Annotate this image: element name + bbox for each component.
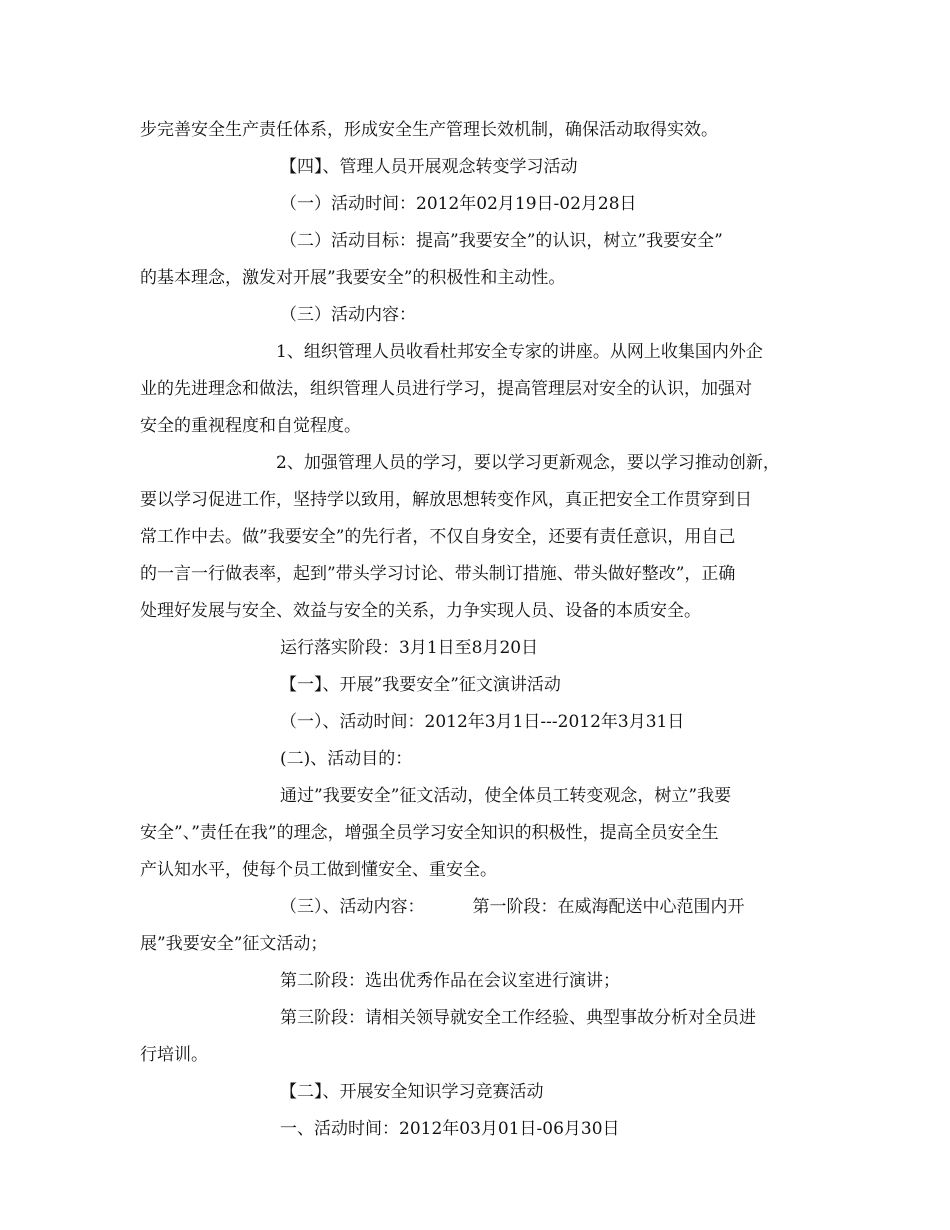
paragraph-line: （三）活动内容： (280, 305, 416, 325)
paragraph-line: 安全”、”责任在我”的理念，增强全员学习安全知识的积极性，提高全员安全生 (140, 823, 719, 843)
paragraph-line: （一）活动时间：2012年02月19日-02月28日 (280, 194, 637, 214)
paragraph-line: 运行落实阶段：3月1日至8月20日 (280, 638, 539, 658)
activity-content-label: （三）、活动内容： (280, 897, 425, 917)
paragraph-line: 安全的重视程度和自觉程度。 (140, 416, 361, 436)
paragraph-line: 行培训。 (140, 1045, 208, 1065)
paragraph-line: 业的先进理念和做法，组织管理人员进行学习，提高管理层对安全的认识，加强对 (140, 379, 752, 399)
section-heading: 【四】、管理人员开展观念转变学习活动 (280, 157, 578, 177)
section-heading: 【一】、开展”我要安全”征文演讲活动 (280, 675, 561, 695)
section-heading: 【二】、开展安全知识学习竞赛活动 (280, 1082, 544, 1102)
paragraph-line: 1、组织管理人员收看杜邦安全专家的讲座。从网上收集国内外企 (276, 342, 763, 362)
paragraph-line: 产认知水平，使每个员工做到懂安全、重安全。 (140, 860, 497, 880)
paragraph-line: （一）、活动时间：2012年3月1日---2012年3月31日 (280, 712, 685, 732)
paragraph-line: 的一言一行做表率，起到”带头学习讨论、带头制订措施、带头做好整改”，正确 (140, 564, 736, 584)
paragraph-line: 一、活动时间：2012年03月01日-06月30日 (280, 1119, 620, 1139)
paragraph-line: 常工作中去。做”我要安全”的先行者，不仅自身安全，还要有责任意识，用自己 (140, 527, 736, 547)
paragraph-line: (二)、活动目的： (280, 749, 413, 769)
paragraph-line: 2、加强管理人员的学习，要以学习更新观念，要以学习推动创新， (276, 453, 780, 473)
paragraph-line: 展”我要安全”征文活动； (140, 934, 328, 954)
paragraph-line: 处理好发展与安全、效益与安全的关系，力争实现人员、设备的本质安全。 (140, 601, 701, 621)
paragraph-line: 要以学习促进工作，坚持学以致用，解放思想转变作风，真正把安全工作贯穿到日 (140, 490, 752, 510)
paragraph-line (140, 889, 830, 926)
paragraph-line: 步完善安全生产责任体系，形成安全生产管理长效机制，确保活动取得实效。 (140, 120, 718, 140)
paragraph-line: 通过”我要安全”征文活动，使全体员工转变观念，树立”我要 (280, 786, 732, 806)
stage-one-text: 第一阶段：在威海配送中心范围内开 (472, 897, 745, 917)
paragraph-line: 的基本理念，激发对开展”我要安全”的积极性和主动性。 (140, 268, 566, 288)
paragraph-line: 第二阶段：选出优秀作品在会议室进行演讲； (280, 971, 620, 991)
paragraph-line: 第三阶段：请相关领导就安全工作经验、典型事故分析对全员进 (280, 1008, 756, 1028)
paragraph-line: （二）活动目标：提高”我要安全”的认识，树立”我要安全” (280, 231, 723, 251)
document-body (140, 112, 830, 1148)
